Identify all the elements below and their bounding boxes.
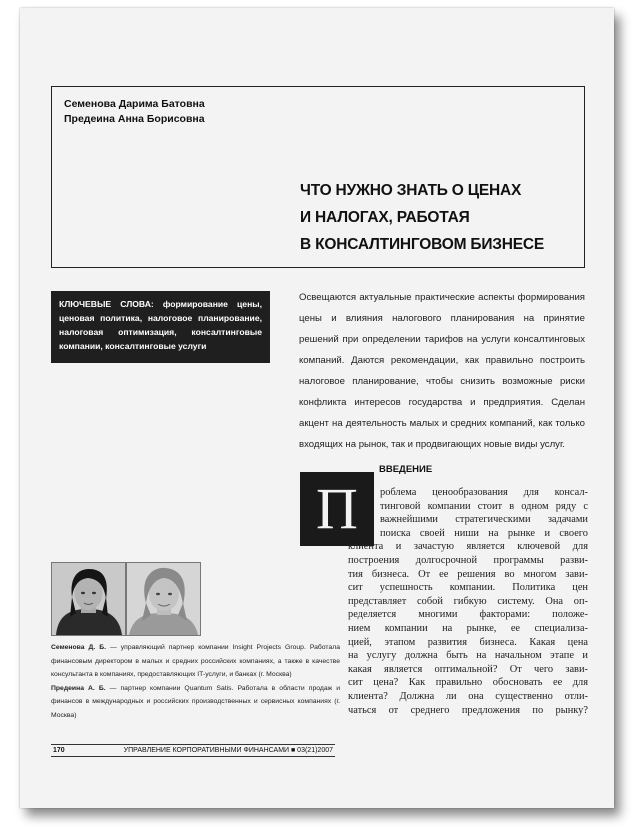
body-line: тия бизнеса. От ее решения во многом зави- <box>348 568 588 580</box>
body-line: на услугу должна быть на начальном этапе и <box>348 650 588 662</box>
body-line: цией, этапом развития бизнеса. Какая цена <box>348 636 588 648</box>
body-line: важнейшими стратегическими задачами <box>380 514 588 526</box>
body-line: сит цена? Как правильно обосновать ее для <box>348 677 588 689</box>
title-line: И НАЛОГАХ, РАБОТАЯ <box>300 209 470 226</box>
author-photo-semenova <box>51 562 126 636</box>
drop-cap: П <box>300 472 374 546</box>
page-number: 170 <box>53 747 65 754</box>
body-line: роблема ценообразования для консал- <box>380 487 588 498</box>
article-header <box>51 86 585 268</box>
journal-name: УПРАВЛЕНИЕ КОРПОРАТИВНЫМИ ФИНАНСАМИ ■ 03(21)2007 <box>123 747 333 754</box>
bio-name: Семенова Д. Б. <box>51 644 106 651</box>
bio-text: — партнер компании Quantum Satis. Работала в области продаж и финансов в международных и российских производственных и сервисных компаниях (г. Москва) <box>51 684 340 719</box>
bio-name: Предеина А. Б. <box>51 684 106 692</box>
title-line: В КОНСАЛТИНГОВОМ БИЗНЕСЕ <box>300 236 545 253</box>
body-line: ределяется многими факторами: положе- <box>348 609 588 621</box>
author-bios <box>51 641 340 723</box>
page-footer <box>51 744 335 757</box>
body-line: построения долгосрочной программы разви- <box>348 554 588 566</box>
keywords-box: КЛЮЧЕВЫЕ СЛОВА: формирование цены, ценовая политика, налоговое планирование, налоговая оптимизация, консалтинговые компании, консалтинговые услуги <box>51 291 270 363</box>
body-text <box>348 486 588 717</box>
authors <box>64 97 205 127</box>
author-name: Семенова Дарима Батовна <box>64 98 205 110</box>
abstract: Освещаются актуальные практические аспекты формирования цены и влияния налогового планирования на принятие решений при определении тарифов на услуги консалтинговых компаний. Даются рекомендации, как правильно построить налоговое планирование, чтобы снизить возможные риски конфликта интересов государства и предприятия. Сделан акцент на деятельность малых и средних компаний, как только входящих на рынок, так и продвигающих новые виды услуг. <box>299 292 585 450</box>
section-heading: ВВЕДЕНИЕ <box>379 464 433 475</box>
body-line: чаться от среднего предложения по рынку? <box>348 704 588 716</box>
article-title <box>300 177 544 258</box>
body-line: тинговой компании стоит в одном ряду с <box>380 500 588 512</box>
body-line: поиска своей ниши на рынке и своего <box>380 527 588 539</box>
title-line: ЧТО НУЖНО ЗНАТЬ О ЦЕНАХ <box>300 182 522 199</box>
body-line: сит успешность компании. Политика цен <box>348 582 588 594</box>
magazine-page <box>20 8 614 808</box>
body-line: клиента и зачастую является ключевой для <box>348 541 588 553</box>
body-line: клиента? Должна ли она существенно отли- <box>348 690 588 702</box>
body-line: какая является оптимальной? От чего зави- <box>348 663 588 675</box>
author-name: Предеина Анна Борисовна <box>64 113 205 125</box>
body-line: представляет собой гибкую систему. Она оп- <box>348 595 588 607</box>
bio-text: — управляющий партнер компании Insight Projects Group. Работала финансовым директором в малых и средних российских компаниях, а также в качестве консультанта в компаниях, предоставляющих IT-услуги, и банках (г. Москва) <box>51 644 340 679</box>
body-line: нием компании на рынке, ее специализа- <box>348 622 588 634</box>
bio-predeina <box>51 682 340 723</box>
author-photo-predeina <box>126 562 201 636</box>
bio-semenova <box>51 641 340 682</box>
